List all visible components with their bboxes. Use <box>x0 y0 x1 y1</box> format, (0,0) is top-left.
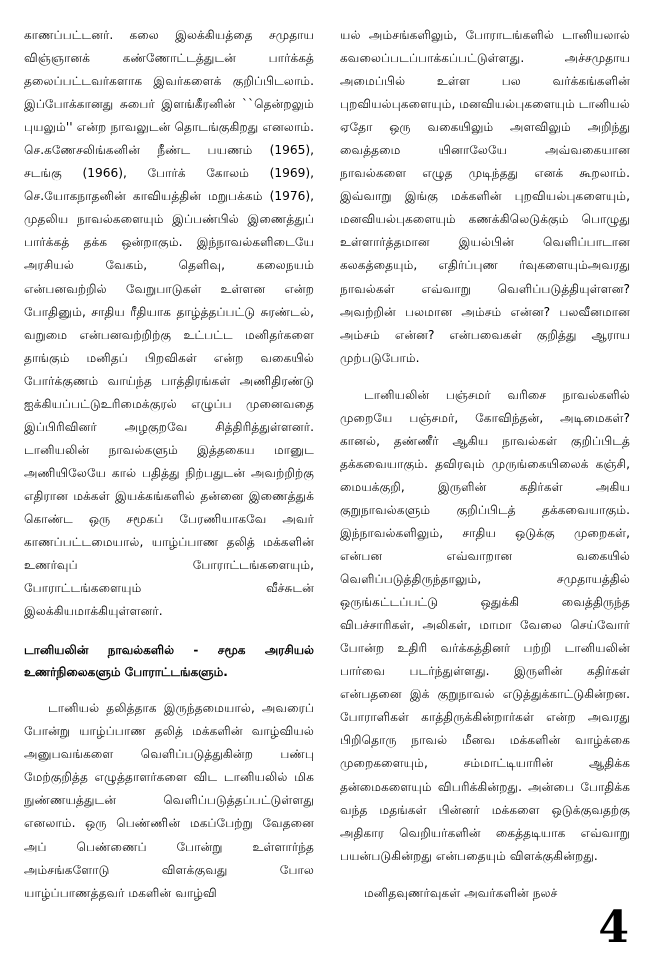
section-heading: டானியலின் நாவல்களில் - சமூக அரசியல் உணர்நிலைகளும் போராட்டங்களும். <box>24 643 314 680</box>
left-paragraph-2: டானியல் தலித்தாக இருந்தமையால், அவரைப் போன்று யாழ்ப்பாண தலித் மக்களின் வாழ்வியல் அனுபவங்களை வெளிப்படுத்துகின்ற பண்பு மேற்குறித்த எழுத்தாளர்களை விட டானியலில் மிக நுண்ணயத்துடன் வெளிப்படுத்தப்பட்டுள்ளது எனலாம். ஒரு பெண்ணின் மகப்பேற்று வேதனை அப் பெண்ணைப் போன்று உள்ளார்ந்த அம்சங்களோடு விளக்குவது போல யாழ்ப்பாணத்தவர் மகளின் வாழ்வி <box>24 701 314 900</box>
right-paragraph-2: டானியலின் பஞ்சமர் வரிசை நாவல்களில் முறையே பஞ்சமர், கோவிந்தன், அடிமைகள்? கானல், தண்ணீர் ஆகிய நாவல்கள் குறிப்பிடத் தக்கவையாகும். தவிரவும் முருங்கையிலைக் கஞ்சி, மையக்குறி, இருளின் கதிர்கள் அகிய குறுநாவல்களும் குறிப்பிடத் தக்கவையாகும். இந்நாவல்களிலும், சாதிய ஒடுக்கு முறைகள், என்பன எவ்வாறான வகையில் வெளிப்படுத்திருந்தாலும், சமுதாயத்தில் ஒருங்கட்டப்பட்டு ஒதுக்கி வைத்திருந்த விபச்சாரிகள், அலிகள், மாமா வேலை செய்வோர் போன்ற உதிரி வர்க்கத்தினர் பற்றி டானியலின் பார்வை படர்ந்துள்ளது. இருளின் கதிர்கள் என்பதனை இக் குறுநாவல் எடுத்துக்காட்டுகின்றன. போராளிகள் காத்திருக்கின்றார்கள் என்ற அவரது பிறிதொரு நாவல் மீனவ மக்களின் வாழ்க்கை முறைகளையும், சம்மாட்டியாரின் ஆதிக்க தன்மைகளையும் விபரிக்கின்றது. அன்பை போதிக்க வந்த மதங்கள் பின்னர் மக்களை ஒடுக்குவதற்கு அதிகார வெறியர்களின் கைத்தடியாக எவ்வாறு பயன்படுகின்றது என்பதையும் விளக்குகின்றது. <box>340 387 630 863</box>
right-paragraph-3: மனிதவுணர்வுகள் அவர்களின் நலச் <box>364 885 558 900</box>
right-column <box>340 24 630 905</box>
left-column <box>24 24 314 905</box>
left-paragraph-1: காணப்பட்டனர். கலை இலக்கியத்தை சமுதாய விஞ்ஞானக் கண்ணோட்டத்துடன் பார்க்கத் தலைப்பட்டவர்களாக இவர்களைக் குறிப்பிடலாம். இப்போக்கானது சுபைர் இளங்கீரனின் ``தென்றலும் புயலும்'' என்ற நாவலுடன் தொடங்குகிறது எனலாம். செ.கணேசலிங்கனின் நீண்ட பயணம் (1965), சடங்கு (1966), போர்க் கோலம் (1969), செ.யோகநாதனின் காவியத்தின் மறுபக்கம் (1976), முதலிய நாவல்களையும் இப்பண்பில் இணைத்துப் பார்க்கத் தக்க ஒன்றாகும். இந்நாவல்களிடையே அரசியல் வேகம், தெளிவு, கலைநயம் என்பனவற்றில் வேறுபாடுகள் உள்ளன என்ற போதினும், சாதிய ரீதியாக தாழ்த்தப்பட்டு சுரண்டல், வறுமை என்பனவற்றிற்கு உட்பட்ட மனிதர்களை தாங்கும் மனிதப் பிறவிகள் என்ற வகையில் போர்க்குணம் வாய்ந்த பாத்திரங்கள் அணிதிரண்டு ஐக்கியப்பட்டுஉரிமைக்குரல் எழுப்ப முனைவதை இப்பிரிவினர் அழகுறவே சித்திரித்துள்ளனர். டானியலின் நாவல்களும் இத்தகைய மானுட அணியிலேயே கால் பதித்து நிற்பதுடன் அவற்றிற்கு எதிரான மக்கள் இயக்கங்களில் தன்னை இணைத்துக் கொண்ட ஒரு சமூகப் பேரணியாகவே அவர் காணப்பட்டமையால், யாழ்ப்பாண தலித் மக்களின் உணர்வுப் போராட்டங்களையும், போராட்டங்களையும் வீச்சுடன் இலக்கியமாக்கியுள்ளனர். <box>24 28 314 619</box>
right-paragraph-1: யல் அம்சங்களிலும், போராடங்களில் டானியலால் கவலைப்படப்பாக்கப்பட்டுள்ளது. அச்சமுதாய அமைப்பில் உள்ள பல வர்க்கங்களின் புறவியல்புகளையும், மனவியல்புகளையும் டானியல் ஏதோ ஒரு வகையிலும் அளவிலும் அறிந்து வைத்தமை யினாலேயே அவ்வகையான நாவல்களை எழுத முடிந்தது எனக் கூறலாம். இவ்வாறு இங்கு மக்களின் புறவியல்புகளையும், மனவியல்புகளையும் கணக்கிலெடுக்கும் பொழுது உள்ளார்த்தமான இயல்பின் வெளிப்பாடான கலகத்தையும், எதிர்ப்புண ர்வுகளையும்அவரது நாவல்கள் எவ்வாறு வெளிப்படுத்தியுள்ளன? அவற்றின் பலமான அம்சம் என்ன? பலவீனமான அம்சம் என்ன? என்பவைகள் குறித்து ஆராய முற்படுபோம். <box>340 28 630 365</box>
page-number: 4 <box>598 902 629 953</box>
